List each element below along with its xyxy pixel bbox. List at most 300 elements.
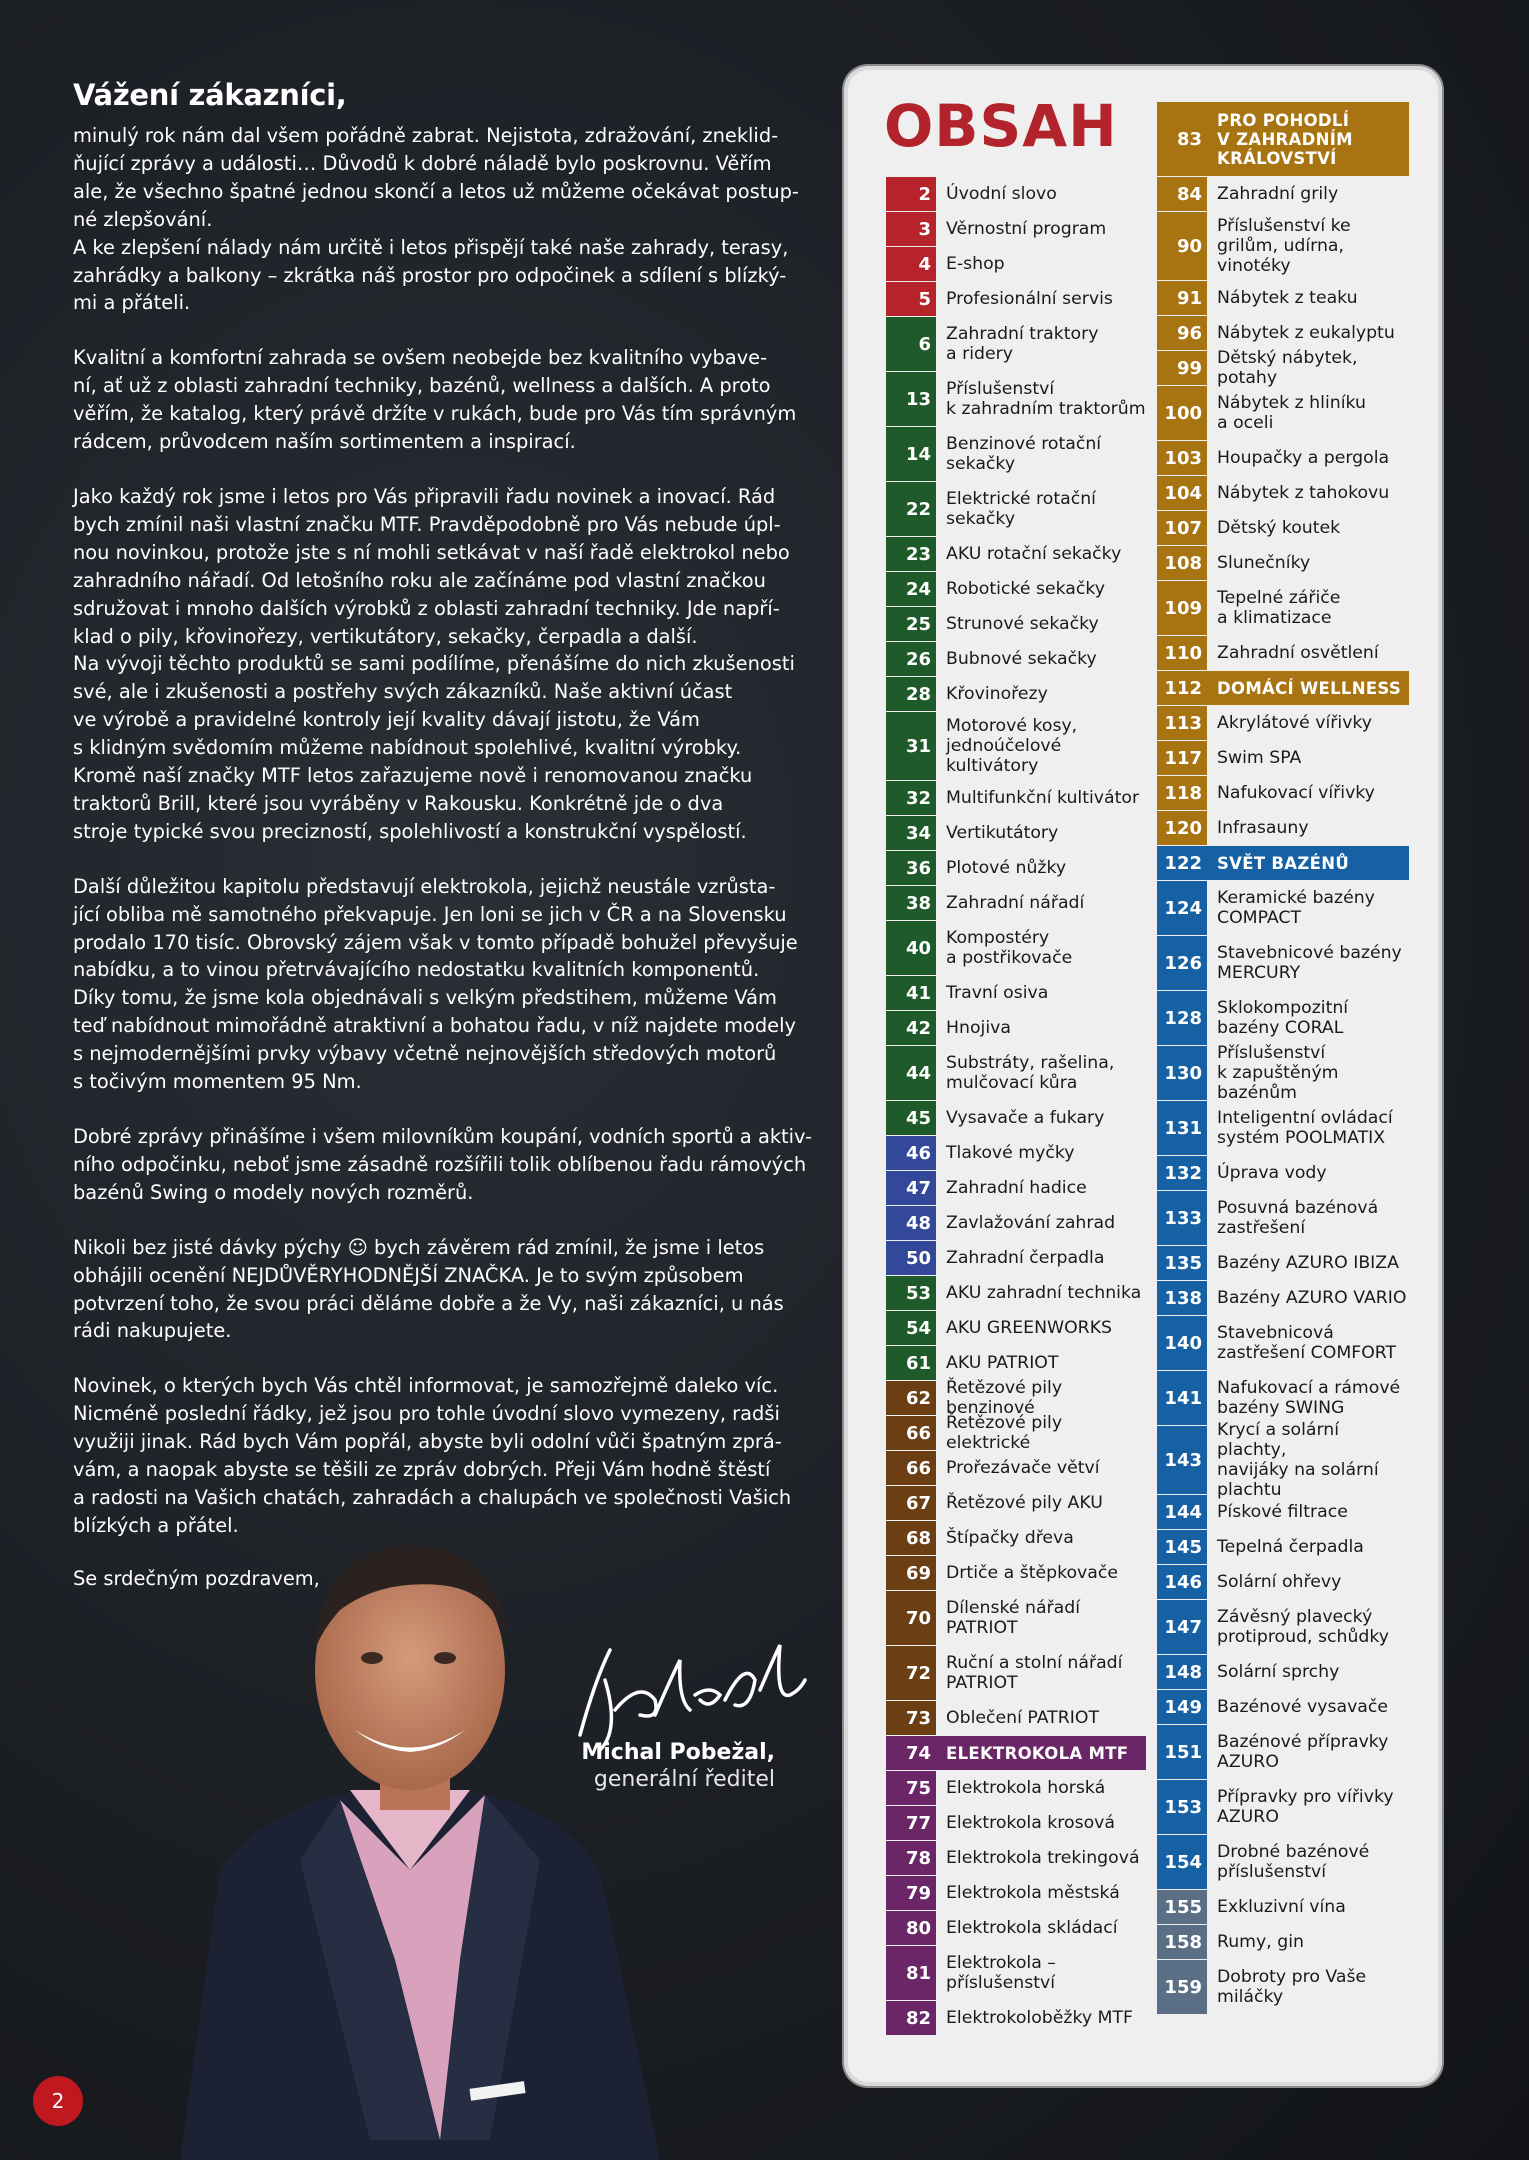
- toc-page-number: 147: [1157, 1600, 1207, 1654]
- toc-entry-label: Sklokompozitní bazény CORAL: [1217, 998, 1349, 1038]
- toc-page-number: 22: [886, 482, 936, 536]
- toc-entry[interactable]: [886, 921, 1146, 975]
- toc-entry-label: Bazény AZURO VARIO: [1217, 1288, 1407, 1308]
- toc-entry[interactable]: [886, 976, 1146, 1010]
- toc-page-number: 148: [1157, 1655, 1207, 1689]
- toc-page-number: 36: [886, 851, 936, 885]
- toc-entry-label: Příslušenství k zapuštěným bazénům: [1217, 1043, 1339, 1103]
- letter-line: né zlepšování.: [73, 207, 213, 231]
- toc-page-number: 70: [886, 1591, 936, 1645]
- toc-entry-label: Elektrické rotační sekačky: [946, 489, 1096, 529]
- toc-entry[interactable]: [886, 1046, 1146, 1100]
- toc-entry[interactable]: [1157, 1960, 1409, 2014]
- toc-page-number: 146: [1157, 1565, 1207, 1599]
- toc-section-header[interactable]: [1157, 102, 1409, 176]
- toc-entry-label: Rumy, gin: [1217, 1932, 1304, 1952]
- toc-entry[interactable]: [886, 1346, 1146, 1380]
- toc-entry[interactable]: [886, 1841, 1146, 1875]
- toc-entry[interactable]: [886, 2001, 1146, 2035]
- toc-entry[interactable]: [1157, 441, 1409, 475]
- toc-entry-label: Drtiče a štěpkovače: [946, 1563, 1118, 1583]
- toc-entry-label: Plotové nůžky: [946, 858, 1067, 878]
- toc-entry[interactable]: [886, 317, 1146, 371]
- toc-section-header[interactable]: [886, 1736, 1146, 1770]
- toc-page-number: 138: [1157, 1281, 1207, 1315]
- toc-entry-label: Pískové filtrace: [1217, 1502, 1348, 1522]
- toc-entry[interactable]: [886, 1276, 1146, 1310]
- letter-line: Jako každý rok jsme i letos pro Vás připravili řadu novinek a inovací. Rád: [73, 484, 776, 508]
- toc-entry-label: Multifunkční kultivátor: [946, 788, 1140, 808]
- toc-entry[interactable]: [886, 886, 1146, 920]
- letter-paragraph: [73, 1234, 784, 1346]
- toc-page-number: 47: [886, 1171, 936, 1205]
- toc-entry-label: Elektrokoloběžky MTF: [946, 2008, 1133, 2028]
- letter-line: rádi nakupujete.: [73, 1319, 232, 1343]
- toc-entry[interactable]: [1157, 881, 1409, 935]
- toc-page-number: 82: [886, 2001, 936, 2035]
- toc-page-number: 117: [1157, 741, 1207, 775]
- letter-paragraph: [73, 873, 798, 1096]
- toc-entry[interactable]: [886, 1486, 1146, 1520]
- toc-title: OBSAH: [884, 92, 1118, 160]
- toc-entry[interactable]: [886, 212, 1146, 246]
- toc-page-number: 38: [886, 886, 936, 920]
- toc-entry[interactable]: [886, 1701, 1146, 1735]
- letter-line: traktorů Brill, které jsou vyráběny v Rakousku. Konkrétně jde o dva: [73, 791, 724, 815]
- signer-name: Michal Pobežal,: [581, 1740, 775, 1765]
- toc-entry[interactable]: [886, 1876, 1146, 1910]
- toc-entry-label: Dětský koutek: [1217, 518, 1341, 538]
- toc-entry[interactable]: [886, 1771, 1146, 1805]
- toc-entry[interactable]: [886, 1241, 1146, 1275]
- letter-line: Kvalitní a komfortní zahrada se ovšem neobejde bez kvalitního vybave-: [73, 346, 768, 370]
- letter-line: A ke zlepšení nálady nám určitě i letos přispějí také naše zahrady, terasy,: [73, 235, 789, 259]
- toc-page-number: 62: [886, 1381, 936, 1415]
- letter-line: Nikoli bez jisté dávky pýchy ☺ bych závěrem rád zmínil, že jsme i letos: [73, 1235, 765, 1259]
- toc-entry[interactable]: [1157, 1925, 1409, 1959]
- toc-entry[interactable]: [1157, 1890, 1409, 1924]
- letter-closing: Se srdečným pozdravem,: [73, 1566, 320, 1590]
- toc-page-number: 66: [886, 1451, 936, 1485]
- toc-entry-label: AKU GREENWORKS: [946, 1318, 1112, 1338]
- toc-entry[interactable]: [886, 781, 1146, 815]
- toc-entry-label: AKU PATRIOT: [946, 1353, 1059, 1373]
- toc-entry-label: Elektrokola skládací: [946, 1918, 1118, 1938]
- toc-entry-label: Dobroty pro Vaše miláčky: [1217, 1967, 1367, 2007]
- toc-page-number: 45: [886, 1101, 936, 1135]
- toc-page-number: 2: [886, 177, 936, 211]
- letter-line: s točivým momentem 95 Nm.: [73, 1070, 362, 1094]
- toc-entry-label: Věrnostní program: [946, 219, 1107, 239]
- toc-page-number: 48: [886, 1206, 936, 1240]
- toc-entry-label: Bazénové přípravky AZURO: [1217, 1732, 1389, 1772]
- toc-entry[interactable]: [886, 1101, 1146, 1135]
- toc-page-number: 6: [886, 317, 936, 371]
- toc-entry-label: Kompostéry a postřikovače: [946, 928, 1073, 968]
- toc-page-number: 108: [1157, 546, 1207, 580]
- toc-page-number: 154: [1157, 1835, 1207, 1889]
- toc-entry[interactable]: [886, 537, 1146, 571]
- toc-entry-label: Elektrokola městská: [946, 1883, 1120, 1903]
- toc-page-number: 158: [1157, 1925, 1207, 1959]
- toc-entry[interactable]: [1157, 281, 1409, 315]
- toc-entry[interactable]: [886, 1206, 1146, 1240]
- toc-entry-label: Tlakové myčky: [946, 1143, 1075, 1163]
- toc-page-number: 118: [1157, 776, 1207, 810]
- toc-entry[interactable]: [886, 482, 1146, 536]
- toc-entry-label: SVĚT BAZÉNŮ: [1217, 853, 1350, 873]
- toc-page-number: 53: [886, 1276, 936, 1310]
- toc-entry[interactable]: [886, 677, 1146, 711]
- toc-page-number: 128: [1157, 991, 1207, 1045]
- signer-block: [560, 1740, 775, 1792]
- toc-entry[interactable]: [886, 1946, 1146, 2000]
- toc-entry[interactable]: [1157, 1835, 1409, 1889]
- letter-line: věřím, že katalog, který právě držíte v rukách, bude pro Vás tím správným: [73, 402, 797, 426]
- toc-entry[interactable]: [886, 1011, 1146, 1045]
- toc-entry[interactable]: [1157, 581, 1409, 635]
- letter-paragraph: [73, 122, 799, 317]
- toc-entry-label: Zahradní hadice: [946, 1178, 1087, 1198]
- letter-body: [73, 122, 813, 1540]
- toc-page-number: 68: [886, 1521, 936, 1555]
- letter-line: využiji jinak. Rád bych Vám popřál, abyste byli odolní vůči špatným zprá-: [73, 1430, 782, 1454]
- toc-entry-label: Elektrokola krosová: [946, 1813, 1115, 1833]
- toc-entry-label: Ruční a stolní nářadí PATRIOT: [946, 1653, 1123, 1693]
- letter-line: potvrzení toho, že svou práci děláme dobře a že Vy, naši zákazníci, u nás: [73, 1291, 784, 1315]
- toc-entry-label: Křovinořezy: [946, 684, 1048, 704]
- toc-page-number: 133: [1157, 1191, 1207, 1245]
- toc-page-number: 23: [886, 537, 936, 571]
- toc-page-number: 13: [886, 372, 936, 426]
- letter-line: stroje typické svou precizností, spolehlivostí a konstrukční vyspělostí.: [73, 819, 747, 843]
- toc-entry-label: AKU rotační sekačky: [946, 544, 1122, 564]
- toc-entry[interactable]: [1157, 1780, 1409, 1834]
- letter-line: obhájili ocenění NEJDŮVĚRYHODNĚJŠÍ ZNAČKA. Je to svým způsobem: [73, 1263, 744, 1287]
- letter-line: vám, a naopak abyste se těšili ze zpráv dobrých. Přeji Vám hodně štěstí: [73, 1458, 771, 1482]
- toc-page-number: 107: [1157, 511, 1207, 545]
- letter-line: ního odpočinku, neboť jsme zásadně rozšířili tolik oblíbenou řadu rámových: [73, 1152, 807, 1176]
- toc-page-number: 24: [886, 572, 936, 606]
- intro-letter: [73, 78, 813, 1590]
- toc-page-number: 143: [1157, 1426, 1207, 1494]
- toc-page-number: 41: [886, 976, 936, 1010]
- toc-entry[interactable]: [886, 1911, 1146, 1945]
- letter-line: Kromě naší značky MTF letos zařazujeme nově i renomovanou značku: [73, 764, 753, 788]
- toc-page-number: 74: [886, 1736, 936, 1770]
- toc-entry[interactable]: [1157, 776, 1409, 810]
- toc-entry[interactable]: [886, 1311, 1146, 1345]
- toc-entry-label: Substráty, rašelina, mulčovací kůra: [946, 1053, 1115, 1093]
- toc-entry-label: Posuvná bazénová zastřešení: [1217, 1198, 1379, 1238]
- toc-page-number: 144: [1157, 1495, 1207, 1529]
- toc-entry[interactable]: [1157, 1101, 1409, 1155]
- toc-entry-label: Robotické sekačky: [946, 579, 1105, 599]
- toc-section-header[interactable]: [1157, 671, 1409, 705]
- table-of-contents: [848, 70, 1438, 2082]
- toc-entry-label: Příslušenství k zahradním traktorům: [946, 379, 1146, 419]
- toc-entry[interactable]: [886, 1378, 1146, 1418]
- toc-page-number: 131: [1157, 1101, 1207, 1155]
- toc-page-number: 79: [886, 1876, 936, 1910]
- toc-entry[interactable]: [1157, 1565, 1409, 1599]
- toc-page-number: 112: [1157, 671, 1207, 705]
- toc-page-number: 153: [1157, 1780, 1207, 1834]
- toc-page-number: 66: [886, 1416, 936, 1450]
- toc-page-number: 78: [886, 1841, 936, 1875]
- toc-entry[interactable]: [1157, 1156, 1409, 1190]
- toc-entry-label: Nafukovací a rámové bazény SWING: [1217, 1378, 1401, 1418]
- toc-entry[interactable]: [1157, 1246, 1409, 1280]
- toc-entry-label: Prořezávače větví: [946, 1458, 1100, 1478]
- toc-entry-label: Inteligentní ovládací systém POOLMATIX: [1217, 1108, 1393, 1148]
- toc-page-number: 5: [886, 282, 936, 316]
- toc-entry-label: Bubnové sekačky: [946, 649, 1097, 669]
- toc-entry-label: Oblečení PATRIOT: [946, 1708, 1099, 1728]
- toc-entry-label: Vysavače a fukary: [946, 1108, 1105, 1128]
- toc-entry-label: Infrasauny: [1217, 818, 1309, 838]
- toc-entry[interactable]: [1157, 177, 1409, 211]
- toc-entry-label: Závěsný plavecký protiproud, schůdky: [1217, 1607, 1390, 1647]
- toc-entry-label: Houpačky a pergola: [1217, 448, 1390, 468]
- toc-page-number: 40: [886, 921, 936, 975]
- toc-page-number: 81: [886, 1946, 936, 2000]
- toc-entry-label: Strunové sekačky: [946, 614, 1099, 634]
- toc-entry-label: Benzinové rotační sekačky: [946, 434, 1102, 474]
- toc-entry-label: Elektrokola horská: [946, 1778, 1106, 1798]
- toc-entry[interactable]: [886, 1451, 1146, 1485]
- letter-line: Novinek, o kterých bych Vás chtěl informovat, je samozřejmě daleko víc.: [73, 1374, 779, 1398]
- toc-entry-label: Dílenské nářadí PATRIOT: [946, 1598, 1081, 1638]
- toc-entry[interactable]: [886, 607, 1146, 641]
- toc-page-number: 34: [886, 816, 936, 850]
- letter-line: Na vývoji těchto produktů se sami podílíme, přenášíme do nich zkušenosti: [73, 652, 795, 676]
- letter-line: své, ale i zkušenosti a postřehy svých zákazníků. Naše aktivní účast: [73, 680, 733, 704]
- toc-page-number: 4: [886, 247, 936, 281]
- toc-page-number: 140: [1157, 1316, 1207, 1370]
- toc-section-header[interactable]: [1157, 846, 1409, 880]
- toc-page-number: 26: [886, 642, 936, 676]
- toc-entry[interactable]: [1157, 212, 1409, 280]
- letter-line: ňující zprávy a události… Důvodů k dobré náladě bylo poskrovnu. Věřím: [73, 151, 772, 175]
- toc-entry[interactable]: [886, 1171, 1146, 1205]
- letter-line: prodalo 170 tisíc. Obrovský zájem však v tomto případě bohužel převyšuje: [73, 930, 798, 954]
- toc-entry-label: Příslušenství ke grilům, udírna, vinotéky: [1217, 216, 1351, 276]
- toc-entry-label: AKU zahradní technika: [946, 1283, 1142, 1303]
- toc-entry[interactable]: [1157, 706, 1409, 740]
- toc-page-number: 80: [886, 1911, 936, 1945]
- toc-entry[interactable]: [1157, 741, 1409, 775]
- toc-entry[interactable]: [1157, 511, 1409, 545]
- toc-page-number: 72: [886, 1646, 936, 1700]
- toc-entry[interactable]: [886, 1521, 1146, 1555]
- toc-page-number: 46: [886, 1136, 936, 1170]
- letter-line: nou novinkou, protože jste s ní mohli setkávat v naší řadě elektrokol nebo: [73, 540, 790, 564]
- toc-page-number: 126: [1157, 936, 1207, 990]
- toc-entry-label: Přípravky pro vířivky AZURO: [1217, 1787, 1394, 1827]
- toc-entry[interactable]: [1157, 1420, 1409, 1500]
- toc-page-number: 104: [1157, 476, 1207, 510]
- toc-entry-label: Úprava vody: [1217, 1163, 1327, 1183]
- toc-page-number: 141: [1157, 1371, 1207, 1425]
- toc-page-number: 3: [886, 212, 936, 246]
- toc-page-number: 90: [1157, 212, 1207, 280]
- toc-entry[interactable]: [1157, 1725, 1409, 1779]
- toc-entry-label: Zahradní osvětlení: [1217, 643, 1379, 663]
- toc-entry[interactable]: [886, 816, 1146, 850]
- toc-entry[interactable]: [886, 572, 1146, 606]
- toc-entry-label: Drobné bazénové příslušenství: [1217, 1842, 1370, 1882]
- toc-page-number: 54: [886, 1311, 936, 1345]
- toc-entry[interactable]: [886, 1646, 1146, 1700]
- toc-entry[interactable]: [1157, 936, 1409, 990]
- toc-entry-label: Swim SPA: [1217, 748, 1302, 768]
- toc-entry[interactable]: [1157, 348, 1409, 388]
- toc-entry-label: Nábytek z tahokovu: [1217, 483, 1390, 503]
- toc-entry[interactable]: [1157, 1600, 1409, 1654]
- toc-page-number: 99: [1157, 351, 1207, 385]
- toc-entry[interactable]: [1157, 991, 1409, 1045]
- toc-entry-label: Akrylátové vířivky: [1217, 713, 1373, 733]
- toc-page-number: 91: [1157, 281, 1207, 315]
- toc-page-number: 75: [886, 1771, 936, 1805]
- toc-entry[interactable]: [886, 851, 1146, 885]
- toc-entry[interactable]: [1157, 546, 1409, 580]
- toc-page-number: 122: [1157, 846, 1207, 880]
- toc-entry[interactable]: [886, 427, 1146, 481]
- letter-line: a radosti na Vašich chatách, zahradách a chalupách ve společnosti Vašich: [73, 1485, 792, 1509]
- toc-entry-label: DOMÁCÍ WELLNESS: [1217, 678, 1402, 698]
- toc-entry[interactable]: [886, 177, 1146, 211]
- toc-entry-label: Exkluzivní vína: [1217, 1897, 1346, 1917]
- toc-page-number: 14: [886, 427, 936, 481]
- toc-entry[interactable]: [886, 1591, 1146, 1645]
- letter-line: ve výrobě a pravidelné kontroly její kvality dávají jistotu, že Vám: [73, 708, 700, 732]
- letter-paragraph: [73, 1123, 813, 1207]
- letter-line: jící obliba mě samotného překvapuje. Jen loni se jich v ČR a na Slovensku: [73, 902, 787, 926]
- toc-page-number: 44: [886, 1046, 936, 1100]
- toc-entry-label: Vertikutátory: [946, 823, 1059, 843]
- toc-entry-label: Řetězové pily benzinové: [946, 1378, 1063, 1418]
- toc-entry-label: Nábytek z teaku: [1217, 288, 1358, 308]
- toc-entry-label: Stavebnicová zastřešení COMFORT: [1217, 1323, 1397, 1363]
- letter-line: s klidným svědomím můžeme nabídnout spolehlivé, kvalitní výrobky.: [73, 736, 742, 760]
- toc-entry-label: Elektrokola trekingová: [946, 1848, 1140, 1868]
- letter-line: bazénů Swing o modely nových rozměrů.: [73, 1180, 474, 1204]
- toc-page-number: 61: [886, 1346, 936, 1380]
- toc-entry-label: Zavlažování zahrad: [946, 1213, 1116, 1233]
- toc-entry-label: Tepelná čerpadla: [1217, 1537, 1364, 1557]
- toc-entry-label: Keramické bazény COMPACT: [1217, 888, 1375, 928]
- toc-entry-label: Solární sprchy: [1217, 1662, 1340, 1682]
- toc-entry[interactable]: [1157, 636, 1409, 670]
- toc-entry[interactable]: [886, 1413, 1146, 1453]
- toc-page-number: 73: [886, 1701, 936, 1735]
- toc-entry-label: Tepelné zářiče a klimatizace: [1217, 588, 1341, 628]
- letter-greeting: Vážení zákazníci,: [73, 78, 347, 112]
- letter-line: blízkých a přátel.: [73, 1513, 239, 1537]
- toc-page-number: 120: [1157, 811, 1207, 845]
- toc-entry-label: Stavebnicové bazény MERCURY: [1217, 943, 1402, 983]
- toc-entry[interactable]: [886, 247, 1146, 281]
- toc-entry-label: Zahradní traktory a ridery: [946, 324, 1099, 364]
- letter-line: zahrádky a balkony – zkrátka náš prostor pro odpočinek a sdílení s blízký-: [73, 263, 787, 287]
- toc-entry-label: Solární ohřevy: [1217, 1572, 1342, 1592]
- toc-entry[interactable]: [1157, 1530, 1409, 1564]
- toc-entry-label: Úvodní slovo: [946, 184, 1057, 204]
- page-number-badge: 2: [33, 2076, 83, 2126]
- director-portrait: [140, 1540, 780, 2160]
- toc-entry[interactable]: [886, 642, 1146, 676]
- letter-paragraph: [73, 344, 797, 456]
- toc-page-number: 124: [1157, 881, 1207, 935]
- toc-page-number: 110: [1157, 636, 1207, 670]
- toc-page-number: 109: [1157, 581, 1207, 635]
- toc-entry-label: Dětský nábytek, potahy: [1217, 348, 1358, 388]
- toc-entry[interactable]: [886, 712, 1146, 780]
- toc-entry[interactable]: [1157, 476, 1409, 510]
- toc-page-number: 42: [886, 1011, 936, 1045]
- letter-paragraph: [73, 1372, 792, 1539]
- toc-entry[interactable]: [1157, 386, 1409, 440]
- toc-entry[interactable]: [886, 372, 1146, 426]
- toc-entry-label: E-shop: [946, 254, 1005, 274]
- toc-entry-label: Zahradní nářadí: [946, 893, 1085, 913]
- toc-entry-label: Profesionální servis: [946, 289, 1113, 309]
- toc-page-number: 155: [1157, 1890, 1207, 1924]
- toc-entry[interactable]: [1157, 1655, 1409, 1689]
- toc-entry[interactable]: [1157, 811, 1409, 845]
- toc-entry[interactable]: [1157, 1316, 1409, 1370]
- toc-entry[interactable]: [886, 1806, 1146, 1840]
- toc-entry[interactable]: [1157, 316, 1409, 350]
- toc-entry[interactable]: [1157, 1191, 1409, 1245]
- toc-page-number: 103: [1157, 441, 1207, 475]
- toc-entry-label: Bazény AZURO IBIZA: [1217, 1253, 1399, 1273]
- toc-page-number: 25: [886, 607, 936, 641]
- toc-entry-label: PRO POHODLÍ V ZAHRADNÍM KRÁLOVSTVÍ: [1217, 110, 1353, 168]
- letter-line: Další důležitou kapitolu představují elektrokola, jejichž neustále vzrůsta-: [73, 874, 776, 898]
- toc-entry[interactable]: [886, 282, 1146, 316]
- toc-entry[interactable]: [1157, 1690, 1409, 1724]
- letter-line: nabídku, a to vinou přetrvávajícího nedostatku kvalitních komponentů.: [73, 958, 760, 982]
- toc-page-number: 151: [1157, 1725, 1207, 1779]
- letter-line: Dobré zprávy přinášíme i všem milovníkům koupání, vodních sportů a aktiv-: [73, 1125, 813, 1148]
- letter-line: ale, že všechno špatné jednou skončí a letos už můžeme očekávat postup-: [73, 179, 799, 203]
- toc-page-number: 77: [886, 1806, 936, 1840]
- letter-line: Díky tomu, že jsme kola objednávali s velkým předstihem, můžeme Vám: [73, 986, 777, 1010]
- toc-entry-label: Nábytek z eukalyptu: [1217, 323, 1395, 343]
- toc-entry[interactable]: [1157, 1371, 1409, 1425]
- toc-page-number: 145: [1157, 1530, 1207, 1564]
- toc-entry[interactable]: [1157, 1281, 1409, 1315]
- toc-entry-label: Nábytek z hliníku a oceli: [1217, 393, 1366, 433]
- toc-entry[interactable]: [886, 1136, 1146, 1170]
- toc-entry-label: Slunečníky: [1217, 553, 1311, 573]
- toc-page-number: 149: [1157, 1690, 1207, 1724]
- toc-entry-label: Bazénové vysavače: [1217, 1697, 1389, 1717]
- toc-entry-label: Krycí a solární plachty, navijáky na solární plachtu: [1217, 1420, 1379, 1500]
- letter-line: s nejmodernějšími prvky výbavy včetně nejnovějších středových motorů: [73, 1042, 777, 1066]
- toc-entry[interactable]: [886, 1556, 1146, 1590]
- toc-entry-label: Elektrokola – příslušenství: [946, 1953, 1056, 1993]
- toc-entry-label: Nafukovací vířivky: [1217, 783, 1375, 803]
- toc-entry[interactable]: [1157, 1043, 1409, 1103]
- toc-page-number: 67: [886, 1486, 936, 1520]
- toc-entry[interactable]: [1157, 1495, 1409, 1529]
- toc-page-number: 32: [886, 781, 936, 815]
- letter-line: klad o pily, křovinořezy, vertikutátory, sekačky, čerpadla a další.: [73, 624, 698, 648]
